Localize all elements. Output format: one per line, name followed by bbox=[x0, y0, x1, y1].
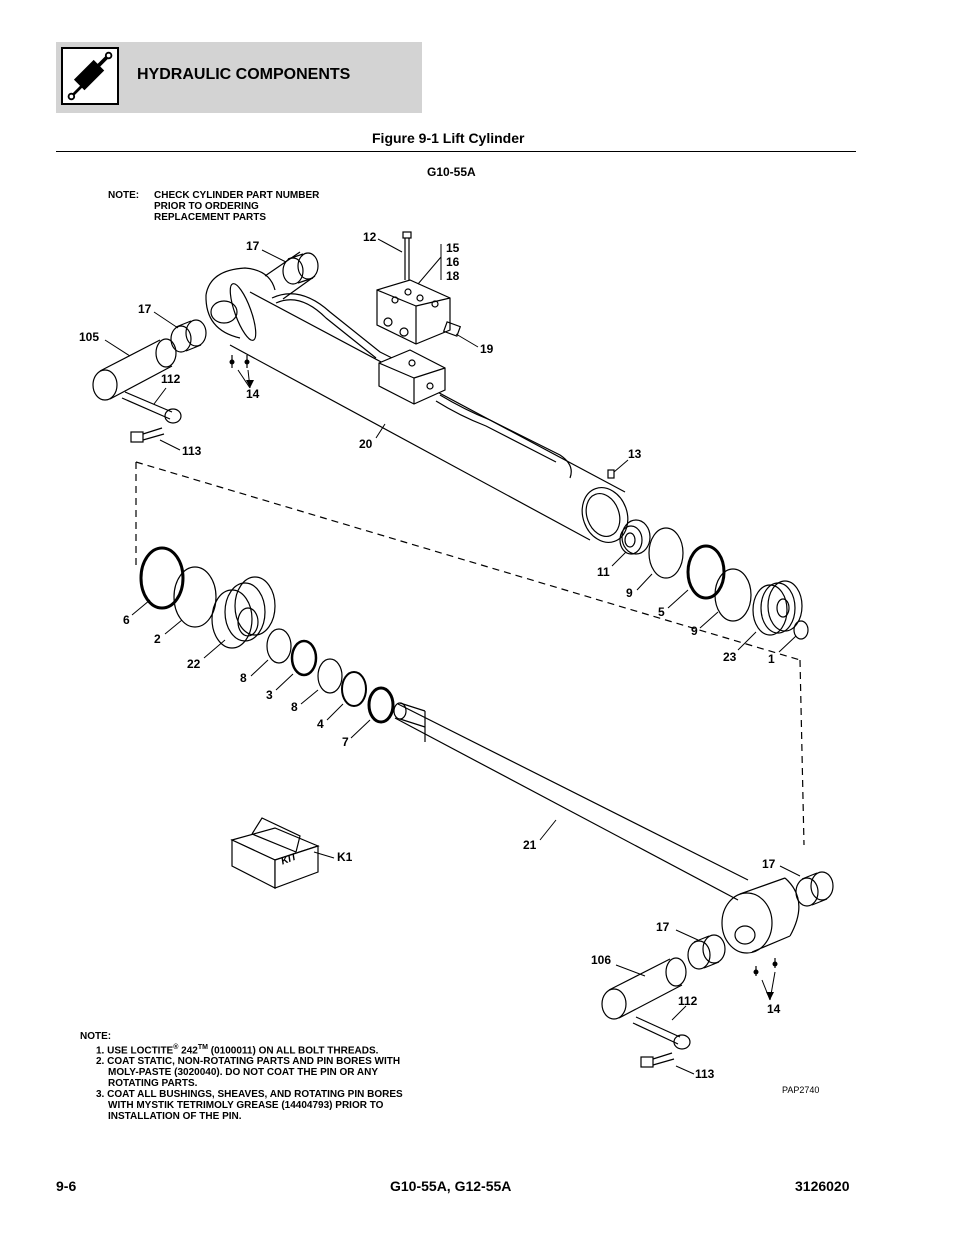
section-title: HYDRAULIC COMPONENTS bbox=[137, 66, 351, 83]
callout-1: 1 bbox=[768, 652, 775, 666]
head-22 bbox=[212, 577, 275, 648]
note-item-2-cont: MOLY-PASTE (3020040). DO NOT COAT THE PIN OR ANY bbox=[108, 1067, 379, 1079]
callout-14: 14 bbox=[246, 387, 260, 401]
valve-block-lower bbox=[379, 350, 445, 404]
callout-18: 18 bbox=[446, 269, 460, 283]
note-item-2-cont: ROTATING PARTS. bbox=[108, 1078, 198, 1090]
note-bottom-label: NOTE: bbox=[80, 1031, 112, 1042]
callout-5: 5 bbox=[658, 605, 665, 619]
note-item-3-cont: WITH MYSTIK TETRIMOLY GREASE (14404793) PRIOR TO bbox=[108, 1100, 384, 1112]
callout-21: 21 bbox=[523, 838, 537, 852]
seal-4 bbox=[342, 672, 366, 706]
note-item-3: 3. COAT ALL BUSHINGS, SHEAVES, AND ROTATING PIN BORES bbox=[96, 1089, 403, 1101]
figure-title: Figure 9-1 Lift Cylinder bbox=[372, 130, 525, 146]
callout-15: 15 bbox=[446, 241, 460, 255]
callout-105: 105 bbox=[79, 330, 100, 344]
callout-112: 112 bbox=[161, 372, 181, 386]
seal-6 bbox=[141, 548, 183, 608]
note-top-line: CHECK CYLINDER PART NUMBER bbox=[154, 190, 320, 201]
trademark-mark: TM bbox=[197, 1044, 208, 1051]
footer-doc-number: 3126020 bbox=[795, 1178, 850, 1194]
seal-3 bbox=[292, 641, 316, 675]
callout-13: 13 bbox=[628, 447, 642, 461]
callout-3: 3 bbox=[266, 688, 273, 702]
seal-5 bbox=[688, 546, 724, 598]
kit-box bbox=[232, 818, 318, 888]
pin-106 bbox=[602, 958, 686, 1019]
note-top-line: REPLACEMENT PARTS bbox=[154, 212, 267, 223]
callout-112: 112 bbox=[678, 994, 698, 1008]
note-text: 1. USE LOCTITE bbox=[96, 1045, 174, 1057]
callout-6: 6 bbox=[123, 613, 130, 627]
callout-4: 4 bbox=[317, 717, 324, 731]
callout-23: 23 bbox=[723, 650, 737, 664]
note-bottom bbox=[80, 1031, 403, 1122]
ring-8a bbox=[267, 629, 291, 663]
ring-9b bbox=[715, 569, 751, 621]
callout-k1: K1 bbox=[337, 850, 353, 864]
note-item-3-cont: INSTALLATION OF THE PIN. bbox=[108, 1111, 242, 1123]
callout-16: 16 bbox=[446, 255, 460, 269]
rod-21 bbox=[394, 703, 748, 900]
note-top-label: NOTE: bbox=[108, 190, 140, 201]
wiper-2 bbox=[174, 567, 216, 627]
callout-106: 106 bbox=[591, 953, 612, 967]
note-item-2: 2. COAT STATIC, NON-ROTATING PARTS AND PIN BORES WITH bbox=[96, 1056, 401, 1068]
ring-8b bbox=[318, 659, 342, 693]
callout-19: 19 bbox=[480, 342, 494, 356]
footer-page-number: 9-6 bbox=[56, 1178, 77, 1194]
kit-label: KIT bbox=[279, 851, 299, 868]
ring-9a bbox=[649, 528, 683, 578]
callout-9: 9 bbox=[691, 624, 698, 638]
callout-22: 22 bbox=[187, 657, 201, 671]
note-top-line: PRIOR TO ORDERING bbox=[154, 201, 259, 212]
model-label: G10-55A bbox=[427, 165, 476, 179]
callout-2: 2 bbox=[154, 632, 161, 646]
callout-20: 20 bbox=[359, 437, 373, 451]
footer-models: G10-55A, G12-55A bbox=[390, 1178, 512, 1194]
callout-12: 12 bbox=[363, 230, 377, 244]
registered-mark: ® bbox=[173, 1044, 179, 1051]
rod-end-clevis bbox=[722, 878, 799, 953]
callout-11: 11 bbox=[597, 565, 610, 579]
note-item-1 bbox=[80, 1042, 403, 1056]
callout-14: 14 bbox=[767, 1002, 781, 1016]
bushing-upper-1 bbox=[283, 253, 318, 284]
callout-113: 113 bbox=[695, 1067, 715, 1081]
callout-17: 17 bbox=[138, 302, 152, 316]
valve-block-upper bbox=[377, 280, 460, 344]
callout-8: 8 bbox=[291, 700, 298, 714]
callout-8: 8 bbox=[240, 671, 247, 685]
bushing-upper-2 bbox=[171, 320, 206, 352]
callout-9: 9 bbox=[626, 586, 633, 600]
callout-113: 113 bbox=[182, 444, 202, 458]
seal-7 bbox=[369, 688, 393, 722]
bushing-lower-1 bbox=[796, 872, 833, 906]
callout-17: 17 bbox=[762, 857, 776, 871]
drawing-code: PAP2740 bbox=[782, 1085, 820, 1095]
nut-11 bbox=[620, 520, 650, 554]
note-text: 242 bbox=[178, 1045, 198, 1057]
note-text: (0100011) ON ALL BOLT THREADS. bbox=[207, 1045, 379, 1057]
callout-7: 7 bbox=[342, 735, 349, 749]
bushing-lower-2 bbox=[688, 935, 725, 969]
callout-17: 17 bbox=[246, 239, 260, 253]
callout-17: 17 bbox=[656, 920, 670, 934]
